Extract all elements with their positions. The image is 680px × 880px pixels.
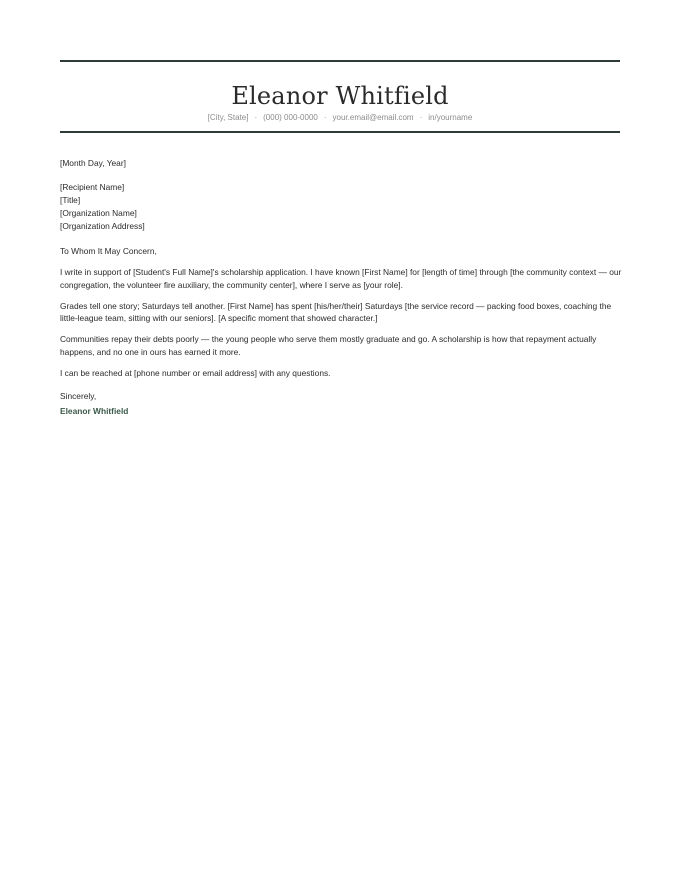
header-bottom-rule [60, 131, 620, 133]
contact-line [60, 112, 620, 124]
contact-separator: · [419, 113, 423, 122]
letter-date: [Month Day, Year] [60, 158, 126, 168]
contact-email: your.email@email.com [332, 113, 414, 122]
contact-phone: (000) 000-0000 [263, 113, 318, 122]
paragraph: I can be reached at [phone number or email address] with any questions. [60, 367, 331, 378]
contact-linkedin: in/yourname [428, 113, 473, 122]
recipient-organization: [Organization Name] [60, 208, 137, 219]
recipient-title: [Title] [60, 194, 81, 205]
paragraph: Communities repay their debts poorly — the young people who serve them mostly graduate and go. A scholarship is how that repayment actually happens, and no one in ours has earned it more. [60, 334, 597, 357]
recipient-name: [Recipient Name] [60, 181, 125, 192]
paragraph: I write in support of [Student's Full Name]'s scholarship application. I have known [First Name] for [length of time] through [the community context — our congregation, the volunteer fire auxiliary, the community center], where I serve as [your role]. [60, 267, 622, 290]
recipient-block [60, 181, 622, 234]
contact-city-state: [City, State] [207, 113, 249, 122]
recipient-address: [Organization Address] [60, 221, 145, 232]
paragraph: Grades tell one story; Saturdays tell another. [First Name] has spent [his/her/their] Saturdays [the service record — packing food boxes, coaching the little-league team, sitting with our seniors]. [A specific moment that showed character.] [60, 300, 612, 324]
signature: Eleanor Whitfield [60, 405, 129, 416]
contact-separator: · [254, 113, 258, 122]
salutation: To Whom It May Concern, [60, 245, 157, 256]
letter-body [60, 157, 622, 417]
header-top-rule [60, 60, 620, 62]
closing: Sincerely, [60, 391, 97, 402]
sender-name: Eleanor Whitfield [231, 82, 449, 110]
contact-separator: · [323, 113, 327, 122]
